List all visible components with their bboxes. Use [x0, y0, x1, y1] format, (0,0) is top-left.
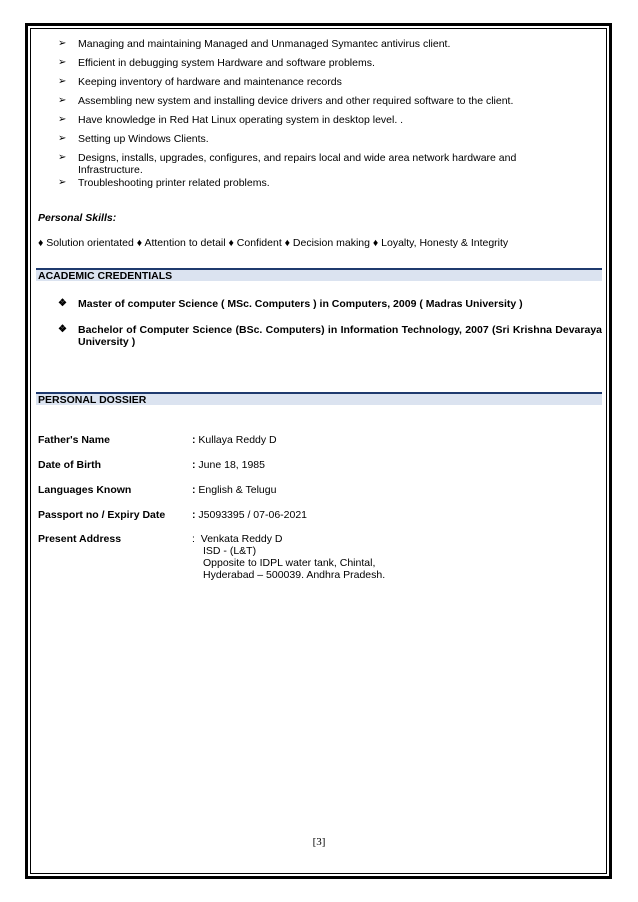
address-line: Opposite to IDPL water tank, Chintal, [203, 557, 376, 569]
arrow-bullet-icon: ➢ [58, 57, 67, 68]
diamond-bullet-icon: ❖ [58, 324, 67, 335]
academic-item-text: Master of computer Science ( MSc. Computers ) in Computers, 2009 ( Madras University ) [78, 298, 523, 310]
academic-item-text: Bachelor of Computer Science (BSc. Computers) in Information Technology, 2007 (Sri Krishna Devaraya University ) [78, 324, 602, 348]
dossier-label: Present Address [38, 533, 122, 545]
bullet-item [58, 57, 375, 69]
arrow-bullet-icon: ➢ [58, 133, 67, 144]
academic-list [58, 324, 602, 348]
address-block: : Venkata Reddy D ISD - (L&T) Opposite to IDPL water tank, Chintal, Hyderabad – 500039. Andhra Pradesh. [192, 533, 386, 581]
bullet-item [58, 114, 403, 126]
academic-item [58, 298, 602, 310]
bullet-text: Setting up Windows Clients. [78, 133, 209, 145]
dossier-label: Father's Name [38, 434, 110, 446]
arrow-bullet-icon: ➢ [58, 152, 67, 163]
dossier-row-address [38, 533, 598, 581]
address-line: ISD - (L&T) [203, 545, 257, 557]
bullet-item [58, 38, 450, 50]
dossier-row: Passport no / Expiry Date : J5093395 / 07-06-2021 [38, 509, 308, 521]
bullet-text: Efficient in debugging system Hardware and software problems. [78, 57, 375, 69]
dossier-value: June 18, 1985 [198, 459, 265, 471]
bullet-text: Managing and maintaining Managed and Unmanaged Symantec antivirus client. [78, 38, 451, 50]
arrow-bullet-icon: ➢ [58, 76, 67, 87]
bullet-text: Assembling new system and installing device drivers and other required software to the client. [78, 95, 514, 107]
dossier-label: Date of Birth [38, 459, 101, 471]
page-number: [3] [312, 836, 326, 848]
arrow-bullet-icon: ➢ [58, 177, 67, 188]
personal-skills-title: Personal Skills: [38, 212, 117, 224]
dossier-label: Passport no / Expiry Date [38, 509, 166, 521]
bullet-item [58, 76, 342, 88]
address-line: Venkata Reddy D [200, 533, 283, 545]
address-line: Hyderabad – 500039. Andhra Pradesh. [203, 569, 386, 581]
dossier-value: J5093395 / 07-06-2021 [198, 509, 308, 521]
dossier-value: Kullaya Reddy D [198, 434, 277, 446]
bullet-item [58, 133, 209, 145]
arrow-bullet-icon: ➢ [58, 38, 67, 49]
bullet-text: Keeping inventory of hardware and maintenance records [78, 76, 342, 88]
bullet-item [58, 152, 538, 176]
arrow-bullet-icon: ➢ [58, 95, 67, 106]
diamond-bullet-icon: ❖ [58, 298, 67, 309]
bullet-item [58, 177, 270, 189]
dossier-value: English & Telugu [198, 484, 277, 496]
dossier-row: Languages Known : English & Telugu [38, 484, 277, 496]
academic-list [58, 298, 602, 310]
dossier-row: Date of Birth : June 18, 1985 [38, 459, 265, 471]
bullet-text: Have knowledge in Red Hat Linux operating system in desktop level. . [78, 114, 404, 126]
arrow-bullet-icon: ➢ [58, 114, 67, 125]
dossier-section-heading: PERSONAL DOSSIER [36, 392, 602, 405]
academic-section-heading: ACADEMIC CREDENTIALS [36, 268, 602, 281]
personal-skills-line: ♦ Solution orientated ♦ Attention to detail ♦ Confident ♦ Decision making ♦ Loyalty, Honesty & Integrity [38, 237, 509, 249]
bullet-item [58, 95, 513, 107]
dossier-row: Father's Name : Kullaya Reddy D [38, 434, 277, 446]
bullet-text: Designs, installs, upgrades, configures, and repairs local and wide area network hardware and Infrastructure. [78, 152, 517, 176]
bullet-text: Troubleshooting printer related problems. [78, 177, 270, 189]
academic-item [58, 324, 602, 348]
dossier-label: Languages Known [38, 484, 132, 496]
